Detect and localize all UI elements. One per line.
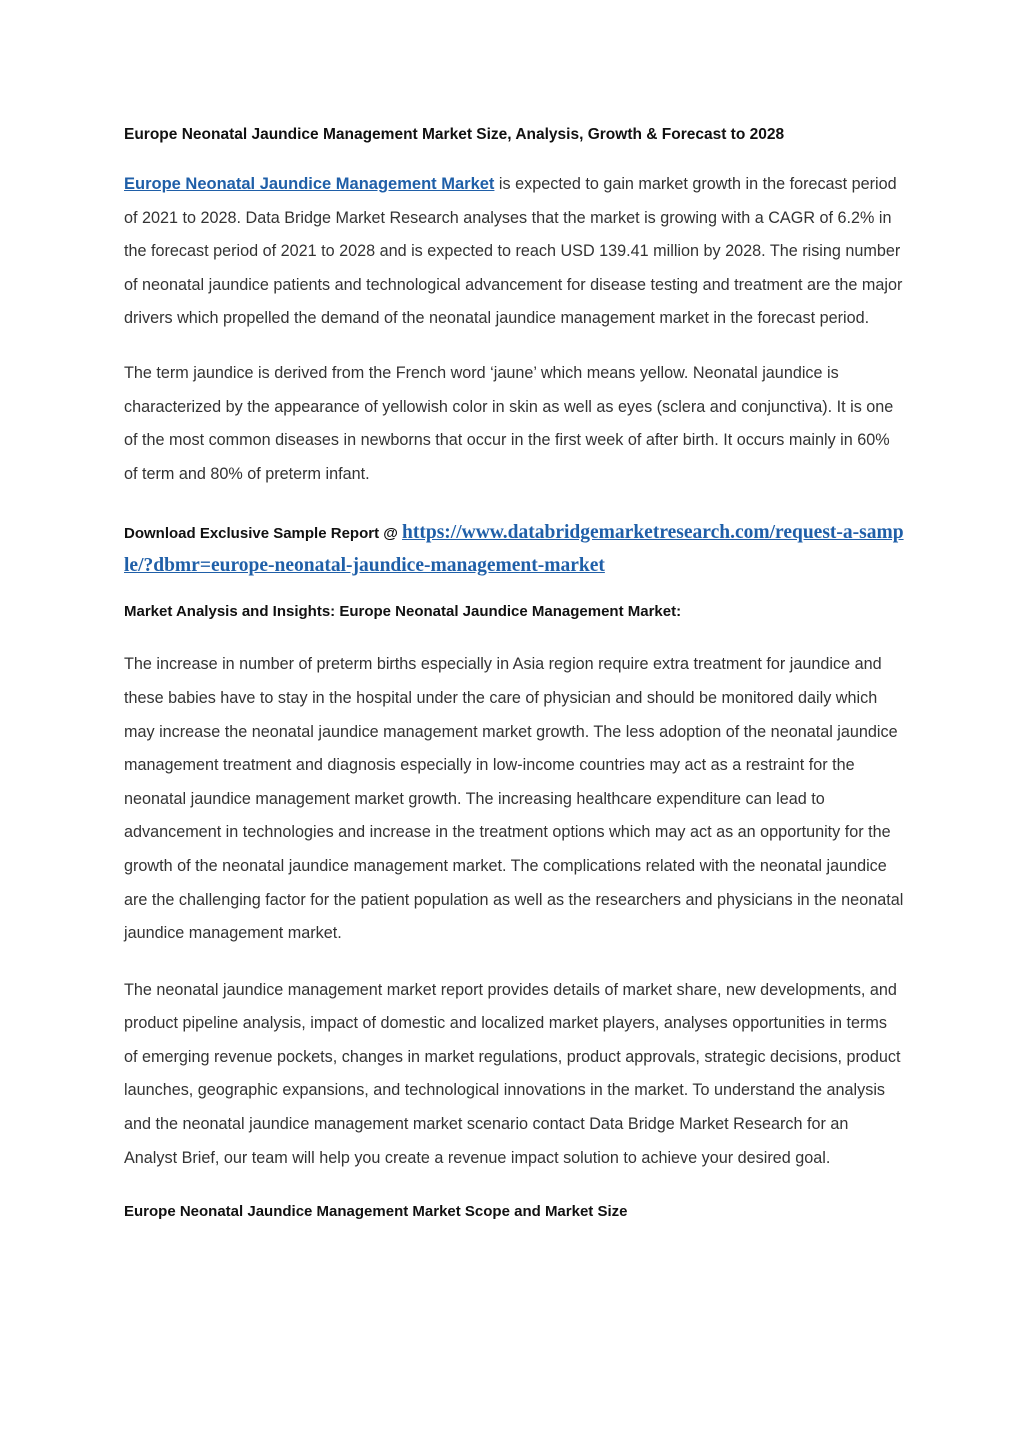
sample-report-link[interactable]: https://www.databridgemarketresearch.com/request-a-sample/?dbmr=europe-neonatal-jaundice-management-market (124, 522, 904, 577)
document-title: Europe Neonatal Jaundice Management Market Size, Analysis, Growth & Forecast to 2028 (124, 126, 785, 143)
intro-paragraph (124, 168, 904, 336)
download-line (124, 517, 904, 583)
document-body (124, 122, 904, 1225)
definition-paragraph: The term jaundice is derived from the French word ‘jaune’ which means yellow. Neonatal jaundice is characterized by the appearance of yellowish color in skin as well as eyes (sclera and conjunctiva). It is one of the most common diseases in newborns that occur in the first week of after birth. It occurs mainly in 60% of term and 80% of preterm infant. (124, 363, 894, 483)
analysis-paragraph: The increase in number of preterm births especially in Asia region require extra treatment for jaundice and these babies have to stay in the hospital under the care of physician and should be monitored daily which may increase the neonatal jaundice management market growth. The less adoption of the neonatal jaundice management treatment and diagnosis especially in low-income countries may act as a restraint for the neonatal jaundice management market growth. The increasing healthcare expenditure can lead to advancement in technologies and increase in the treatment options which may act as an opportunity for the growth of the neonatal jaundice management market. The complications related with the neonatal jaundice are the challenging factor for the patient population as well as the researchers and physicians in the neonatal jaundice management market. (124, 655, 904, 943)
scope-heading: Europe Neonatal Jaundice Management Market Scope and Market Size (124, 1203, 628, 1221)
analysis-heading: Market Analysis and Insights: Europe Neonatal Jaundice Management Market: (124, 603, 682, 621)
market-link[interactable]: Europe Neonatal Jaundice Management Market (124, 175, 495, 193)
intro-text: is expected to gain market growth in the forecast period of 2021 to 2028. Data Bridge Market Research analyses that the market is growing with a CAGR of 6.2% in the forecast period of 2021 to 2028 and is expected to reach USD 139.41 million by 2028. The rising number of neonatal jaundice patients and technological advancement for disease testing and treatment are the major drivers which propelled the demand of the neonatal jaundice management market in the forecast period. (124, 175, 903, 328)
download-label: Download Exclusive Sample Report @ (124, 525, 403, 543)
report-paragraph: The neonatal jaundice management market report provides details of market share, new developments, and product pipeline analysis, impact of domestic and localized market players, analyses opportunities in terms of emerging revenue pockets, changes in market regulations, product approvals, strategic decisions, product launches, geographic expansions, and technological innovations in the market. To understand the analysis and the neonatal jaundice management market scenario contact Data Bridge Market Research for an Analyst Brief, our team will help you create a revenue impact solution to achieve your desired goal. (124, 980, 901, 1167)
